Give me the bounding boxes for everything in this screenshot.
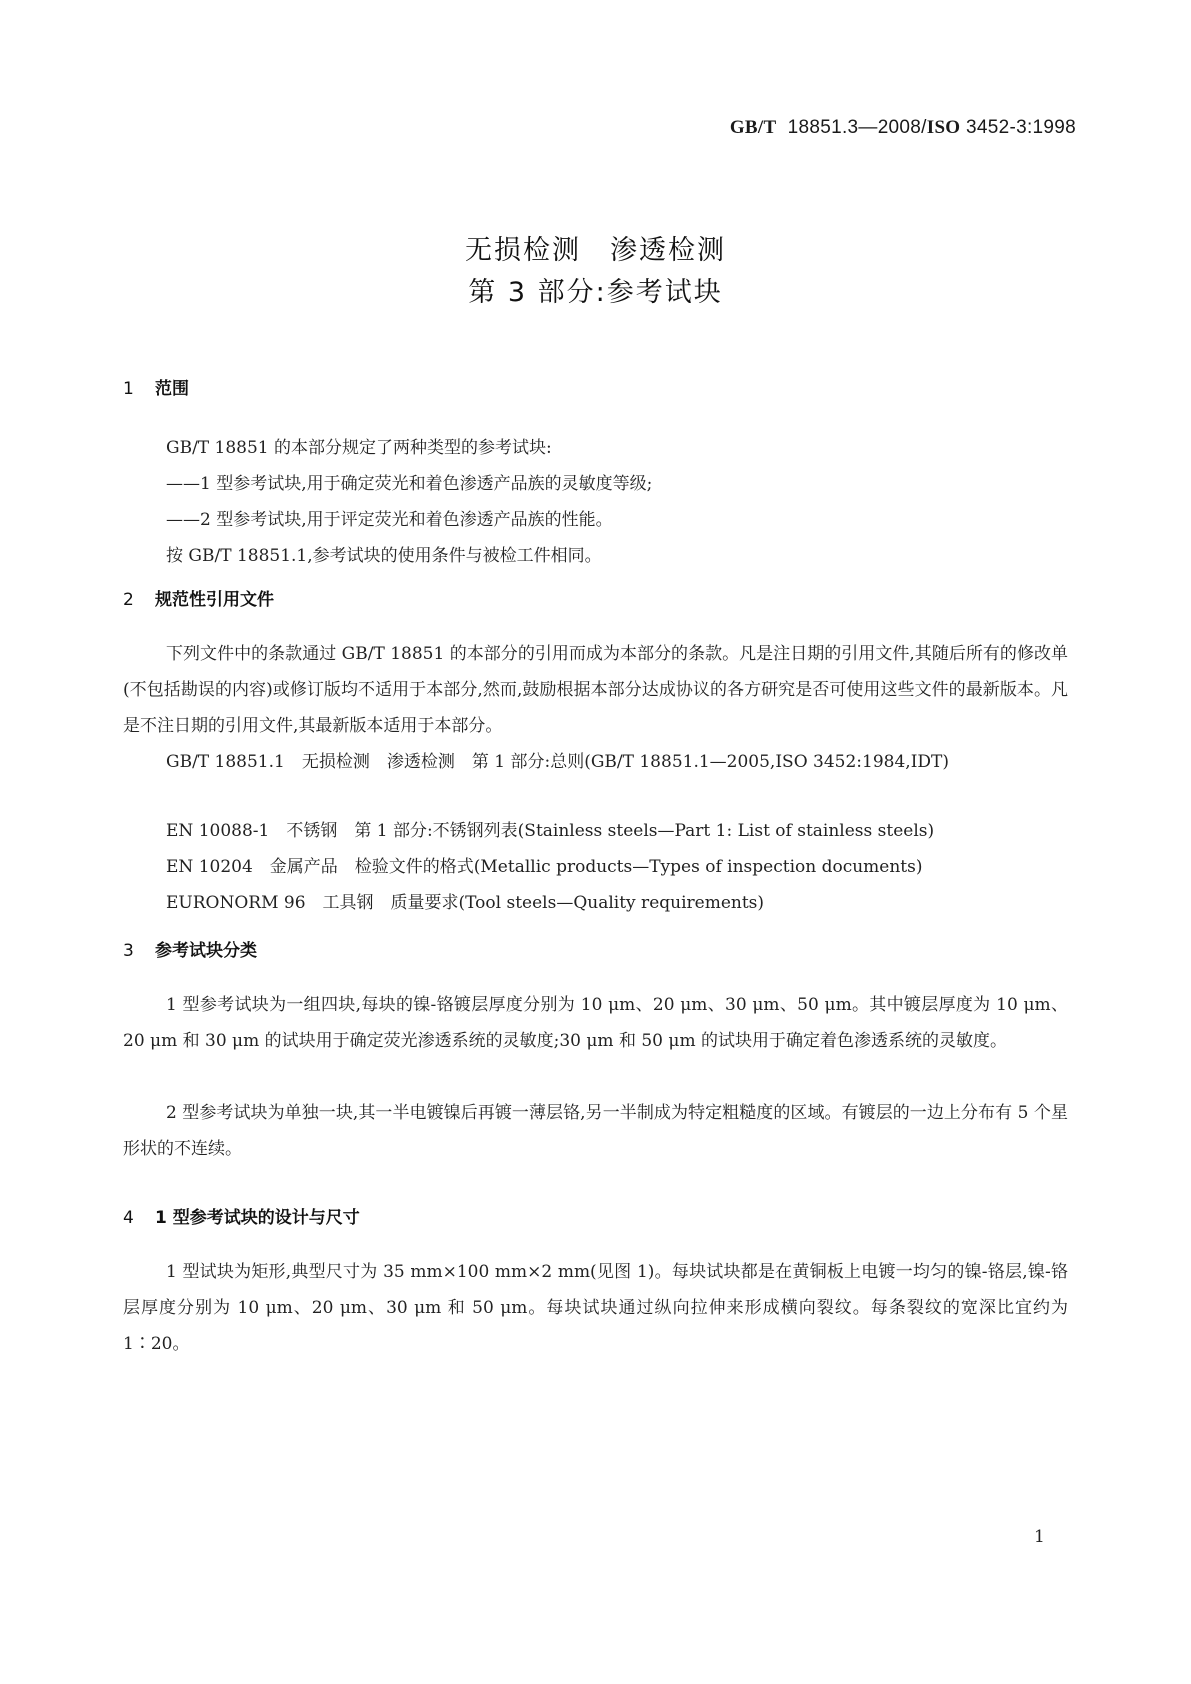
page-number: 1 — [1034, 1527, 1045, 1547]
section-title: 范围 — [155, 379, 189, 399]
paragraph-line: GB/T 18851 的本部分规定了两种类型的参考试块: — [166, 438, 552, 458]
header-code-number: 18851.3—2008/ — [787, 117, 927, 138]
section-number: 4 — [123, 1208, 134, 1228]
section-heading-3 — [123, 936, 257, 961]
section-heading-1 — [123, 374, 189, 399]
header-code-iso: ISO — [926, 117, 961, 138]
reference-item: EURONORM 96 工具钢 质量要求(Tool steels—Quality requirements) — [166, 893, 765, 913]
section-4-paragraph: 1 型试块为矩形,典型尺寸为 35 mm×100 mm×2 mm(见图 1)。每块试块都是在黄铜板上电镀一均匀的镍-铬层,镍-铬层厚度分别为 10 μm、20 μm、30 μm 和 50 μm。每块试块通过纵向拉伸来形成横向裂纹。每条裂纹的宽深比宜约为 1∶20。 — [123, 1262, 1068, 1354]
header-code-iso-number: 3452-3:1998 — [965, 117, 1076, 138]
section-3-paragraph: 1 型参考试块为一组四块,每块的镍-铬镀层厚度分别为 10 μm、20 μm、30 μm、50 μm。其中镀层厚度为 10 μm、20 μm 和 30 μm 的试块用于确定荧光渗透系统的灵敏度;30 μm 和 50 μm 的试块用于确定着色渗透系统的灵敏度。 — [123, 995, 1068, 1051]
section-heading-4 — [123, 1203, 360, 1228]
list-item: ——2 型参考试块,用于评定荧光和着色渗透产品族的性能。 — [166, 510, 613, 530]
document-title: 无损检测 渗透检测 — [465, 235, 726, 266]
reference-item: EN 10204 金属产品 检验文件的格式(Metallic products—Types of inspection documents) — [166, 857, 923, 877]
section-number: 1 — [123, 379, 134, 399]
section-number: 3 — [123, 941, 134, 961]
reference-item: GB/T 18851.1 无损检测 渗透检测 第 1 部分:总则(GB/T 18851.1—2005,ISO 3452:1984,IDT) — [166, 752, 950, 772]
section-heading-2 — [123, 585, 274, 610]
section-title: 参考试块分类 — [155, 941, 257, 961]
document-subtitle: 第 3 部分:参考试块 — [468, 277, 723, 308]
section-title: 1 型参考试块的设计与尺寸 — [155, 1208, 360, 1228]
section-number: 2 — [123, 590, 134, 610]
header-code-gbt: GB/T — [729, 117, 777, 138]
list-item: ——1 型参考试块,用于确定荧光和着色渗透产品族的灵敏度等级; — [166, 474, 653, 494]
section-title: 规范性引用文件 — [155, 590, 274, 610]
section-2-intro: 下列文件中的条款通过 GB/T 18851 的本部分的引用而成为本部分的条款。凡是注日期的引用文件,其随后所有的修改单(不包括勘误的内容)或修订版均不适用于本部分,然而,鼓励根据本部分达成协议的各方研究是否可使用这些文件的最新版本。凡是不注日期的引用文件,其最新版本适用于本部分。 — [123, 644, 1068, 736]
paragraph-line: 按 GB/T 18851.1,参考试块的使用条件与被检工件相同。 — [166, 546, 602, 566]
section-3-paragraph: 2 型参考试块为单独一块,其一半电镀镍后再镀一薄层铬,另一半制成为特定粗糙度的区域。有镀层的一边上分布有 5 个星形状的不连续。 — [123, 1103, 1068, 1159]
standard-code-header — [730, 117, 1076, 139]
reference-item: EN 10088-1 不锈钢 第 1 部分:不锈钢列表(Stainless steels—Part 1: List of stainless steels) — [166, 821, 935, 841]
